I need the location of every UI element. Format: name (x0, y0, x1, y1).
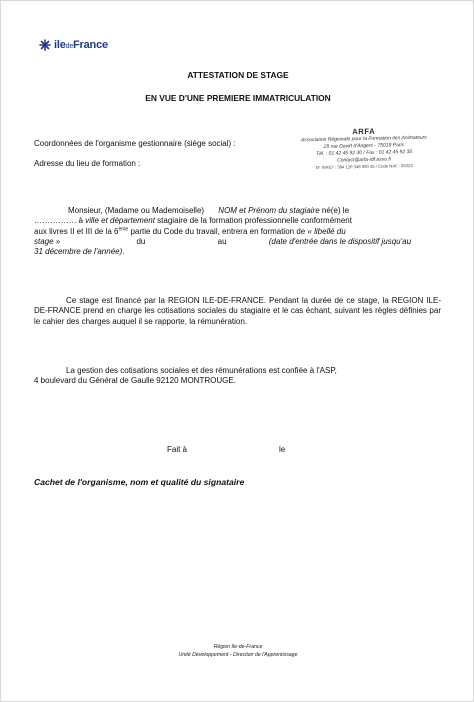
stamp-siret: N° SIRET : 394 120 348 000 35 / Code NAF : 8532Z (315, 162, 414, 171)
stamp-line: Association Régionale pour la Formation des Animateurs (300, 134, 427, 144)
stage-label-placeholder: « libellé du (307, 226, 346, 236)
organisme-stamp (291, 125, 438, 171)
name-placeholder: NOM et Prénom du stagiaire (218, 206, 320, 215)
asp-line-2: 4 boulevard du Général de Gaulle 92120 MONTROUGE. (34, 376, 236, 386)
birth-text: né(e) le (319, 206, 350, 215)
trainee-text: stagiaire de la formation professionnelle conformément (154, 216, 352, 226)
civility-text: Monsieur, (Madame ou Mademoiselle) (68, 206, 205, 215)
financing-text: Ce stage est financé par la REGION ILE-DE-FRANCE. Pendant la durée de ce stage, la REGION ILE-DE-FRANCE prend en charge les cotisations sociales du stagiaire et le cas échant, suivant les règles définies par le cahier des charges auquel il se rapporte, la rémunération. (34, 296, 441, 326)
asp-paragraph (34, 366, 434, 387)
date-placeholder: (date d'entrée dans le dispositif jusqu'au (268, 236, 412, 246)
stamp-email: Contact@arfa-idf.asso.fr (337, 156, 392, 164)
identity-paragraph (34, 206, 441, 257)
superscript-text: ème (118, 225, 129, 232)
stamp-address: 29 rue David d'Angers - 75019 Paris (323, 142, 405, 150)
from-text: du (136, 236, 146, 246)
signature-caption: Cachet de l'organisme, nom et qualité du signataire (34, 477, 245, 487)
to-text: au (217, 236, 227, 246)
fait-a-label: Fait à (167, 445, 188, 454)
financing-paragraph (34, 296, 441, 327)
adresse-label: Adresse du lieu de formation : (34, 159, 141, 168)
footer-unit: Unité Développement - Direction de l'Apprentissage (178, 652, 298, 658)
period-text: . (122, 247, 125, 257)
stage-label-end: stage » (34, 236, 61, 246)
footer-region: Région Ile-de-France (213, 644, 263, 650)
region-logo (39, 39, 108, 51)
formation-text: partie du Code du travail, entrera en formation de (128, 226, 308, 236)
logo-text: iledeFrance (54, 39, 108, 51)
asp-line-1: La gestion des cotisations sociales et des rémunérations est confiée à l'ASP, (66, 366, 337, 375)
star-burst-icon (39, 39, 51, 51)
birth-date-dots: ……………. à (34, 216, 86, 226)
city-placeholder: ville et département (85, 216, 155, 226)
document-subtitle: EN VUE D'UNE PREMIERE IMMATRICULATION (145, 93, 331, 103)
document-title: ATTESTATION DE STAGE (187, 70, 289, 80)
stamp-phone: Tél. : 01 42 45 92 30 / Fax : 01 42 45 92 35 (316, 148, 413, 158)
stamp-name: ARFA (352, 126, 376, 137)
date-placeholder-end: 31 décembre de l'année) (34, 247, 123, 257)
organisme-label: Coordonnées de l'organisme gestionnaire (siège social) : (34, 139, 236, 148)
le-label: le (279, 445, 286, 454)
code-travail-text: aux livres II et III de la 6 (34, 226, 119, 236)
